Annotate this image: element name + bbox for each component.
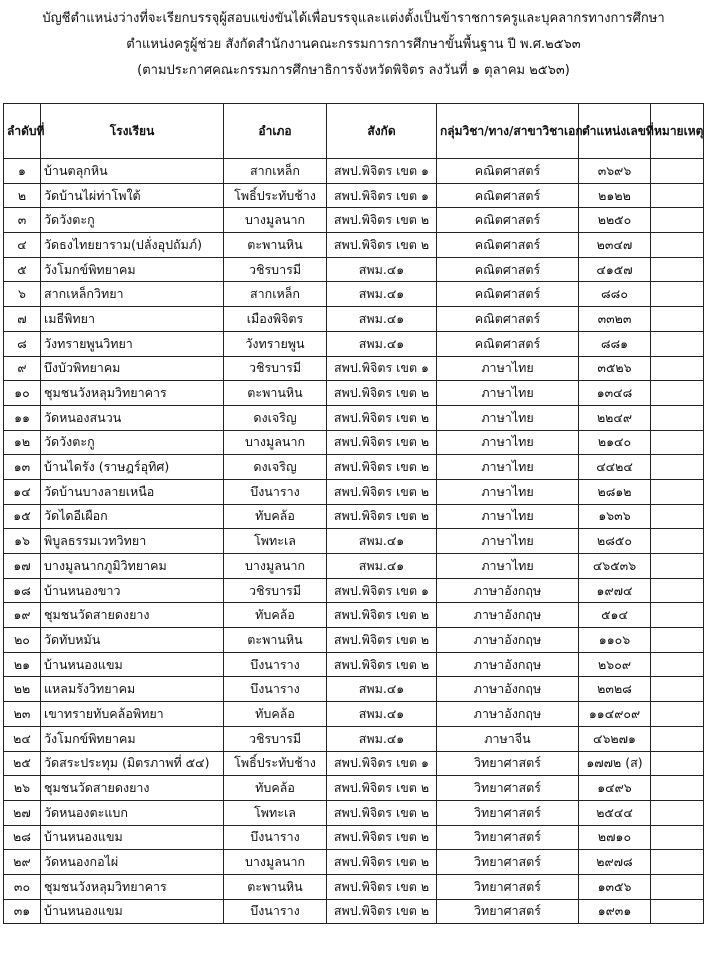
cell-district: บางมูลนาก [224,208,327,233]
cell-subject: ภาษาอังกฤษ [437,677,579,702]
cell-order: ๑๘ [4,578,41,603]
cell-affiliation: สพป.พิจิตร เขต ๒ [327,850,437,875]
cell-remarks [651,677,704,702]
cell-subject: ภาษาไทย [437,529,579,554]
cell-position-number: ๒๖๐๙ [579,652,651,677]
cell-district: บึงนาราง [224,899,327,924]
cell-school: บ้านหนองแขม [41,899,224,924]
table-row [4,652,704,677]
cell-remarks [651,603,704,628]
cell-school: บ้านหนองขาว [41,578,224,603]
cell-remarks [651,800,704,825]
cell-district: วชิรบารมี [224,257,327,282]
cell-school: วังโมกข์พิทยาคม [41,257,224,282]
cell-subject: วิทยาศาสตร์ [437,800,579,825]
cell-order: ๑๑ [4,405,41,430]
table-row [4,381,704,406]
table-row [4,183,704,208]
cell-affiliation: สพป.พิจิตร เขต ๒ [327,208,437,233]
table-row [4,677,704,702]
column-header-order: ลำดับที่ [4,104,41,159]
cell-position-number: ๒๕๔๔ [579,800,651,825]
cell-affiliation: สพม.๔๑ [327,554,437,579]
cell-district: วชิรบารมี [224,356,327,381]
cell-district: วชิรบารมี [224,726,327,751]
cell-district: ทับคล้อ [224,702,327,727]
cell-position-number: ๕๑๔ [579,603,651,628]
cell-remarks [651,776,704,801]
cell-position-number: ๒๓๒๘ [579,677,651,702]
cell-remarks [651,183,704,208]
cell-order: ๒๘ [4,825,41,850]
cell-school: ชุมชนวัดสายดงยาง [41,603,224,628]
cell-affiliation: สพป.พิจิตร เขต ๒ [327,899,437,924]
table-row [4,356,704,381]
table-header-row [4,104,704,159]
cell-position-number: ๑๓๔๘ [579,381,651,406]
cell-school: ชุมชนวัดสายดงยาง [41,776,224,801]
cell-position-number: ๑๗๗๒ (ส) [579,751,651,776]
table-row [4,776,704,801]
cell-district: ตะพานหิน [224,628,327,653]
cell-subject: ภาษาไทย [437,381,579,406]
cell-remarks [651,850,704,875]
table-row [4,455,704,480]
cell-position-number: ๘๘๑ [579,331,651,356]
cell-subject: วิทยาศาสตร์ [437,751,579,776]
cell-subject: คณิตศาสตร์ [437,159,579,184]
cell-school: ชุมชนวังหลุมวิทยาคาร [41,874,224,899]
cell-order: ๒๔ [4,726,41,751]
cell-district: บึงนาราง [224,652,327,677]
cell-order: ๒๓ [4,702,41,727]
column-header-subject: กลุ่มวิชา/ทาง/สาขาวิชาเอก [437,104,579,159]
table-row [4,504,704,529]
cell-position-number: ๑๙๓๑ [579,899,651,924]
cell-remarks [651,233,704,258]
cell-remarks [651,405,704,430]
cell-remarks [651,751,704,776]
cell-order: ๒๒ [4,677,41,702]
cell-position-number: ๒๙๗๘ [579,850,651,875]
cell-subject: ภาษาไทย [437,455,579,480]
cell-remarks [651,652,704,677]
cell-remarks [651,257,704,282]
cell-order: ๑๕ [4,504,41,529]
cell-order: ๒๖ [4,776,41,801]
cell-order: ๒๗ [4,800,41,825]
cell-district: บางมูลนาก [224,850,327,875]
cell-subject: วิทยาศาสตร์ [437,776,579,801]
cell-affiliation: สพป.พิจิตร เขต ๒ [327,430,437,455]
cell-school: วัดบ้านบางลายเหนือ [41,479,224,504]
cell-affiliation: สพม.๔๑ [327,529,437,554]
cell-district: บางมูลนาก [224,554,327,579]
cell-subject: วิทยาศาสตร์ [437,874,579,899]
cell-district: ทับคล้อ [224,776,327,801]
cell-district: วังทรายพูน [224,331,327,356]
cell-subject: คณิตศาสตร์ [437,183,579,208]
cell-order: ๕ [4,257,41,282]
cell-remarks [651,628,704,653]
cell-affiliation: สพป.พิจิตร เขต ๑ [327,578,437,603]
cell-affiliation: สพม.๔๑ [327,257,437,282]
cell-district: ตะพานหิน [224,381,327,406]
cell-position-number: ๓๓๒๓ [579,307,651,332]
cell-subject: คณิตศาสตร์ [437,208,579,233]
cell-subject: คณิตศาสตร์ [437,331,579,356]
table-row [4,800,704,825]
table-row [4,874,704,899]
cell-affiliation: สพป.พิจิตร เขต ๒ [327,874,437,899]
cell-position-number: ๑๑๐๖ [579,628,651,653]
cell-subject: ภาษาไทย [437,405,579,430]
cell-order: ๑๙ [4,603,41,628]
header-title-line-2: ตำแหน่งครูผู้ช่วย สังกัดสำนักงานคณะกรรมการการศึกษาขั้นพื้นฐาน ปี พ.ศ.๒๕๖๓ [126,37,581,52]
cell-school: บางมูลนากภูมิวิทยาคม [41,554,224,579]
cell-order: ๓๑ [4,899,41,924]
cell-school: วัดหนองกอไผ่ [41,850,224,875]
cell-subject: คณิตศาสตร์ [437,233,579,258]
cell-district: ตะพานหิน [224,874,327,899]
cell-school: วัดวังตะกู [41,208,224,233]
table-row [4,751,704,776]
table-body [4,159,704,924]
cell-remarks [651,430,704,455]
cell-remarks [651,825,704,850]
cell-subject: ภาษาไทย [437,356,579,381]
cell-position-number: ๔๑๕๗ [579,257,651,282]
column-header-district: อำเภอ [224,104,327,159]
cell-order: ๖ [4,282,41,307]
table-row [4,554,704,579]
cell-school: วังทรายพูนวิทยา [41,331,224,356]
cell-district: บึงนาราง [224,677,327,702]
table-row [4,899,704,924]
cell-position-number: ๔๔๒๔ [579,455,651,480]
cell-position-number: ๑๖๓๖ [579,504,651,529]
table-row [4,578,704,603]
cell-position-number: ๘๘๐ [579,282,651,307]
cell-school: วัดวังตะกู [41,430,224,455]
cell-subject: คณิตศาสตร์ [437,307,579,332]
cell-position-number: ๒๗๑๐ [579,825,651,850]
cell-school: วัดไดอีเผือก [41,504,224,529]
cell-remarks [651,578,704,603]
cell-affiliation: สพป.พิจิตร เขต ๑ [327,159,437,184]
cell-school: บ้านหนองแขม [41,652,224,677]
table-row [4,208,704,233]
cell-school: วัดหนองตะแบก [41,800,224,825]
cell-remarks [651,307,704,332]
cell-remarks [651,726,704,751]
cell-school: พิบูลธรรมเวทวิทยา [41,529,224,554]
cell-subject: ภาษาอังกฤษ [437,652,579,677]
cell-remarks [651,159,704,184]
cell-affiliation: สพป.พิจิตร เขต ๒ [327,479,437,504]
cell-order: ๒๐ [4,628,41,653]
cell-remarks [651,455,704,480]
cell-affiliation: สพม.๔๑ [327,677,437,702]
cell-remarks [651,899,704,924]
cell-order: ๓ [4,208,41,233]
table-row [4,603,704,628]
cell-order: ๑๖ [4,529,41,554]
cell-district: โพธิ์ประทับช้าง [224,751,327,776]
column-header-position-number: ตำแหน่งเลขที่ [579,104,651,159]
table-row [4,307,704,332]
column-header-school: โรงเรียน [41,104,224,159]
cell-remarks [651,874,704,899]
cell-district: วชิรบารมี [224,578,327,603]
cell-subject: ภาษาจีน [437,726,579,751]
cell-district: ดงเจริญ [224,405,327,430]
cell-position-number: ๑๑๔๙๐๙ [579,702,651,727]
table-row [4,233,704,258]
cell-order: ๙ [4,356,41,381]
cell-order: ๒ [4,183,41,208]
cell-district: สากเหล็ก [224,282,327,307]
table-row [4,282,704,307]
cell-affiliation: สพป.พิจิตร เขต ๒ [327,405,437,430]
cell-position-number: ๒๘๕๐ [579,529,651,554]
cell-remarks [651,479,704,504]
cell-affiliation: สพป.พิจิตร เขต ๒ [327,800,437,825]
cell-remarks [651,331,704,356]
table-row [4,825,704,850]
cell-school: วัดธงไทยยาราม(ปลั่งอุปถัมภ์) [41,233,224,258]
cell-affiliation: สพป.พิจิตร เขต ๑ [327,356,437,381]
cell-subject: ภาษาอังกฤษ [437,578,579,603]
cell-district: โพทะเล [224,529,327,554]
cell-remarks [651,504,704,529]
cell-order: ๑ [4,159,41,184]
cell-order: ๒๙ [4,850,41,875]
cell-district: ทับคล้อ [224,603,327,628]
header-title-line-1: บัญชีตำแหน่งว่างที่จะเรียกบรรจุผู้สอบแข่งขันได้เพื่อบรรจุและแต่งตั้งเป็นข้าราชการครูและบุคลากรทางการศึกษา [42,11,665,26]
cell-district: เมืองพิจิตร [224,307,327,332]
cell-order: ๑๔ [4,479,41,504]
cell-school: วังโมกข์พิทยาคม [41,726,224,751]
cell-position-number: ๒๒๔๙ [579,405,651,430]
cell-position-number: ๔๖๒๗๑ [579,726,651,751]
column-header-affiliation: สังกัด [327,104,437,159]
cell-order: ๒๑ [4,652,41,677]
cell-affiliation: สพม.๔๑ [327,282,437,307]
cell-subject: วิทยาศาสตร์ [437,899,579,924]
cell-district: สากเหล็ก [224,159,327,184]
cell-affiliation: สพป.พิจิตร เขต ๒ [327,381,437,406]
cell-position-number: ๑๙๗๔ [579,578,651,603]
table-row [4,628,704,653]
cell-subject: วิทยาศาสตร์ [437,850,579,875]
cell-subject: คณิตศาสตร์ [437,282,579,307]
cell-district: โพธิ์ประทับช้าง [224,183,327,208]
cell-affiliation: สพม.๔๑ [327,307,437,332]
cell-school: วัดทับหมัน [41,628,224,653]
cell-order: ๓๐ [4,874,41,899]
cell-remarks [651,282,704,307]
table-row [4,159,704,184]
cell-affiliation: สพป.พิจิตร เขต ๒ [327,825,437,850]
cell-school: บ้านไดรัง (ราษฎร์อุทิศ) [41,455,224,480]
cell-subject: ภาษาอังกฤษ [437,628,579,653]
cell-position-number: ๒๒๕๐ [579,208,651,233]
cell-subject: วิทยาศาสตร์ [437,825,579,850]
cell-school: ชุมชนวังหลุมวิทยาคาร [41,381,224,406]
cell-subject: คณิตศาสตร์ [437,257,579,282]
cell-school: วัดสระประทุม (มิตรภาพที่ ๕๔) [41,751,224,776]
cell-remarks [651,529,704,554]
cell-position-number: ๒๑๔๐ [579,430,651,455]
cell-remarks [651,208,704,233]
cell-district: บึงนาราง [224,825,327,850]
cell-order: ๑๓ [4,455,41,480]
cell-school: แหลมรังวิทยาคม [41,677,224,702]
cell-order: ๑๗ [4,554,41,579]
cell-district: ตะพานหิน [224,233,327,258]
cell-school: วัดหนองสนวน [41,405,224,430]
cell-position-number: ๑๓๕๖ [579,874,651,899]
cell-affiliation: สพป.พิจิตร เขต ๒ [327,233,437,258]
cell-affiliation: สพม.๔๑ [327,331,437,356]
cell-school: เขาทรายทับคล้อพิทยา [41,702,224,727]
cell-remarks [651,381,704,406]
cell-order: ๔ [4,233,41,258]
cell-order: ๑๐ [4,381,41,406]
table-row [4,331,704,356]
cell-remarks [651,356,704,381]
table-row [4,702,704,727]
cell-affiliation: สพป.พิจิตร เขต ๒ [327,504,437,529]
cell-affiliation: สพป.พิจิตร เขต ๒ [327,628,437,653]
cell-affiliation: สพม.๔๑ [327,726,437,751]
table-row [4,430,704,455]
table-row [4,405,704,430]
cell-subject: ภาษาไทย [437,554,579,579]
table-row [4,850,704,875]
cell-order: ๘ [4,331,41,356]
cell-remarks [651,702,704,727]
cell-remarks [651,554,704,579]
cell-position-number: ๓๖๙๖ [579,159,651,184]
table-row [4,529,704,554]
cell-district: ดงเจริญ [224,455,327,480]
cell-subject: ภาษาอังกฤษ [437,603,579,628]
cell-affiliation: สพป.พิจิตร เขต ๒ [327,652,437,677]
cell-position-number: ๒๑๒๒ [579,183,651,208]
cell-order: ๗ [4,307,41,332]
cell-subject: ภาษาไทย [437,479,579,504]
cell-position-number: ๒๘๑๒ [579,479,651,504]
cell-school: เมธีพิทยา [41,307,224,332]
cell-affiliation: สพป.พิจิตร เขต ๒ [327,776,437,801]
table-row [4,257,704,282]
table-row [4,726,704,751]
cell-position-number: ๓๕๒๖ [579,356,651,381]
header-title-line-3: (ตามประกาศคณะกรรมการศึกษาธิการจังหวัดพิจิตร ลงวันที่ ๑ ตุลาคม ๒๕๖๓) [137,63,570,78]
cell-position-number: ๒๓๔๗ [579,233,651,258]
cell-position-number: ๔๖๕๓๖ [579,554,651,579]
cell-district: บางมูลนาก [224,430,327,455]
cell-district: ทับคล้อ [224,504,327,529]
document-header [0,6,707,84]
cell-district: บึงนาราง [224,479,327,504]
cell-subject: ภาษาอังกฤษ [437,702,579,727]
cell-position-number: ๑๔๙๖ [579,776,651,801]
cell-affiliation: สพป.พิจิตร เขต ๑ [327,751,437,776]
cell-order: ๑๒ [4,430,41,455]
cell-affiliation: สพป.พิจิตร เขต ๒ [327,455,437,480]
cell-school: สากเหล็กวิทยา [41,282,224,307]
cell-affiliation: สพม.๔๑ [327,702,437,727]
cell-school: บ้านหนองแขม [41,825,224,850]
cell-school: บ้านตลุกหิน [41,159,224,184]
cell-school: วัดบ้านไผ่ท่าโพใต้ [41,183,224,208]
cell-district: โพทะเล [224,800,327,825]
cell-school: บึงบัวพิทยาคม [41,356,224,381]
vacancy-table [3,103,704,924]
cell-affiliation: สพป.พิจิตร เขต ๒ [327,603,437,628]
cell-subject: ภาษาไทย [437,504,579,529]
cell-order: ๒๕ [4,751,41,776]
cell-subject: ภาษาไทย [437,430,579,455]
table-row [4,479,704,504]
column-header-remarks: หมายเหตุ [651,104,704,159]
cell-affiliation: สพป.พิจิตร เขต ๑ [327,183,437,208]
